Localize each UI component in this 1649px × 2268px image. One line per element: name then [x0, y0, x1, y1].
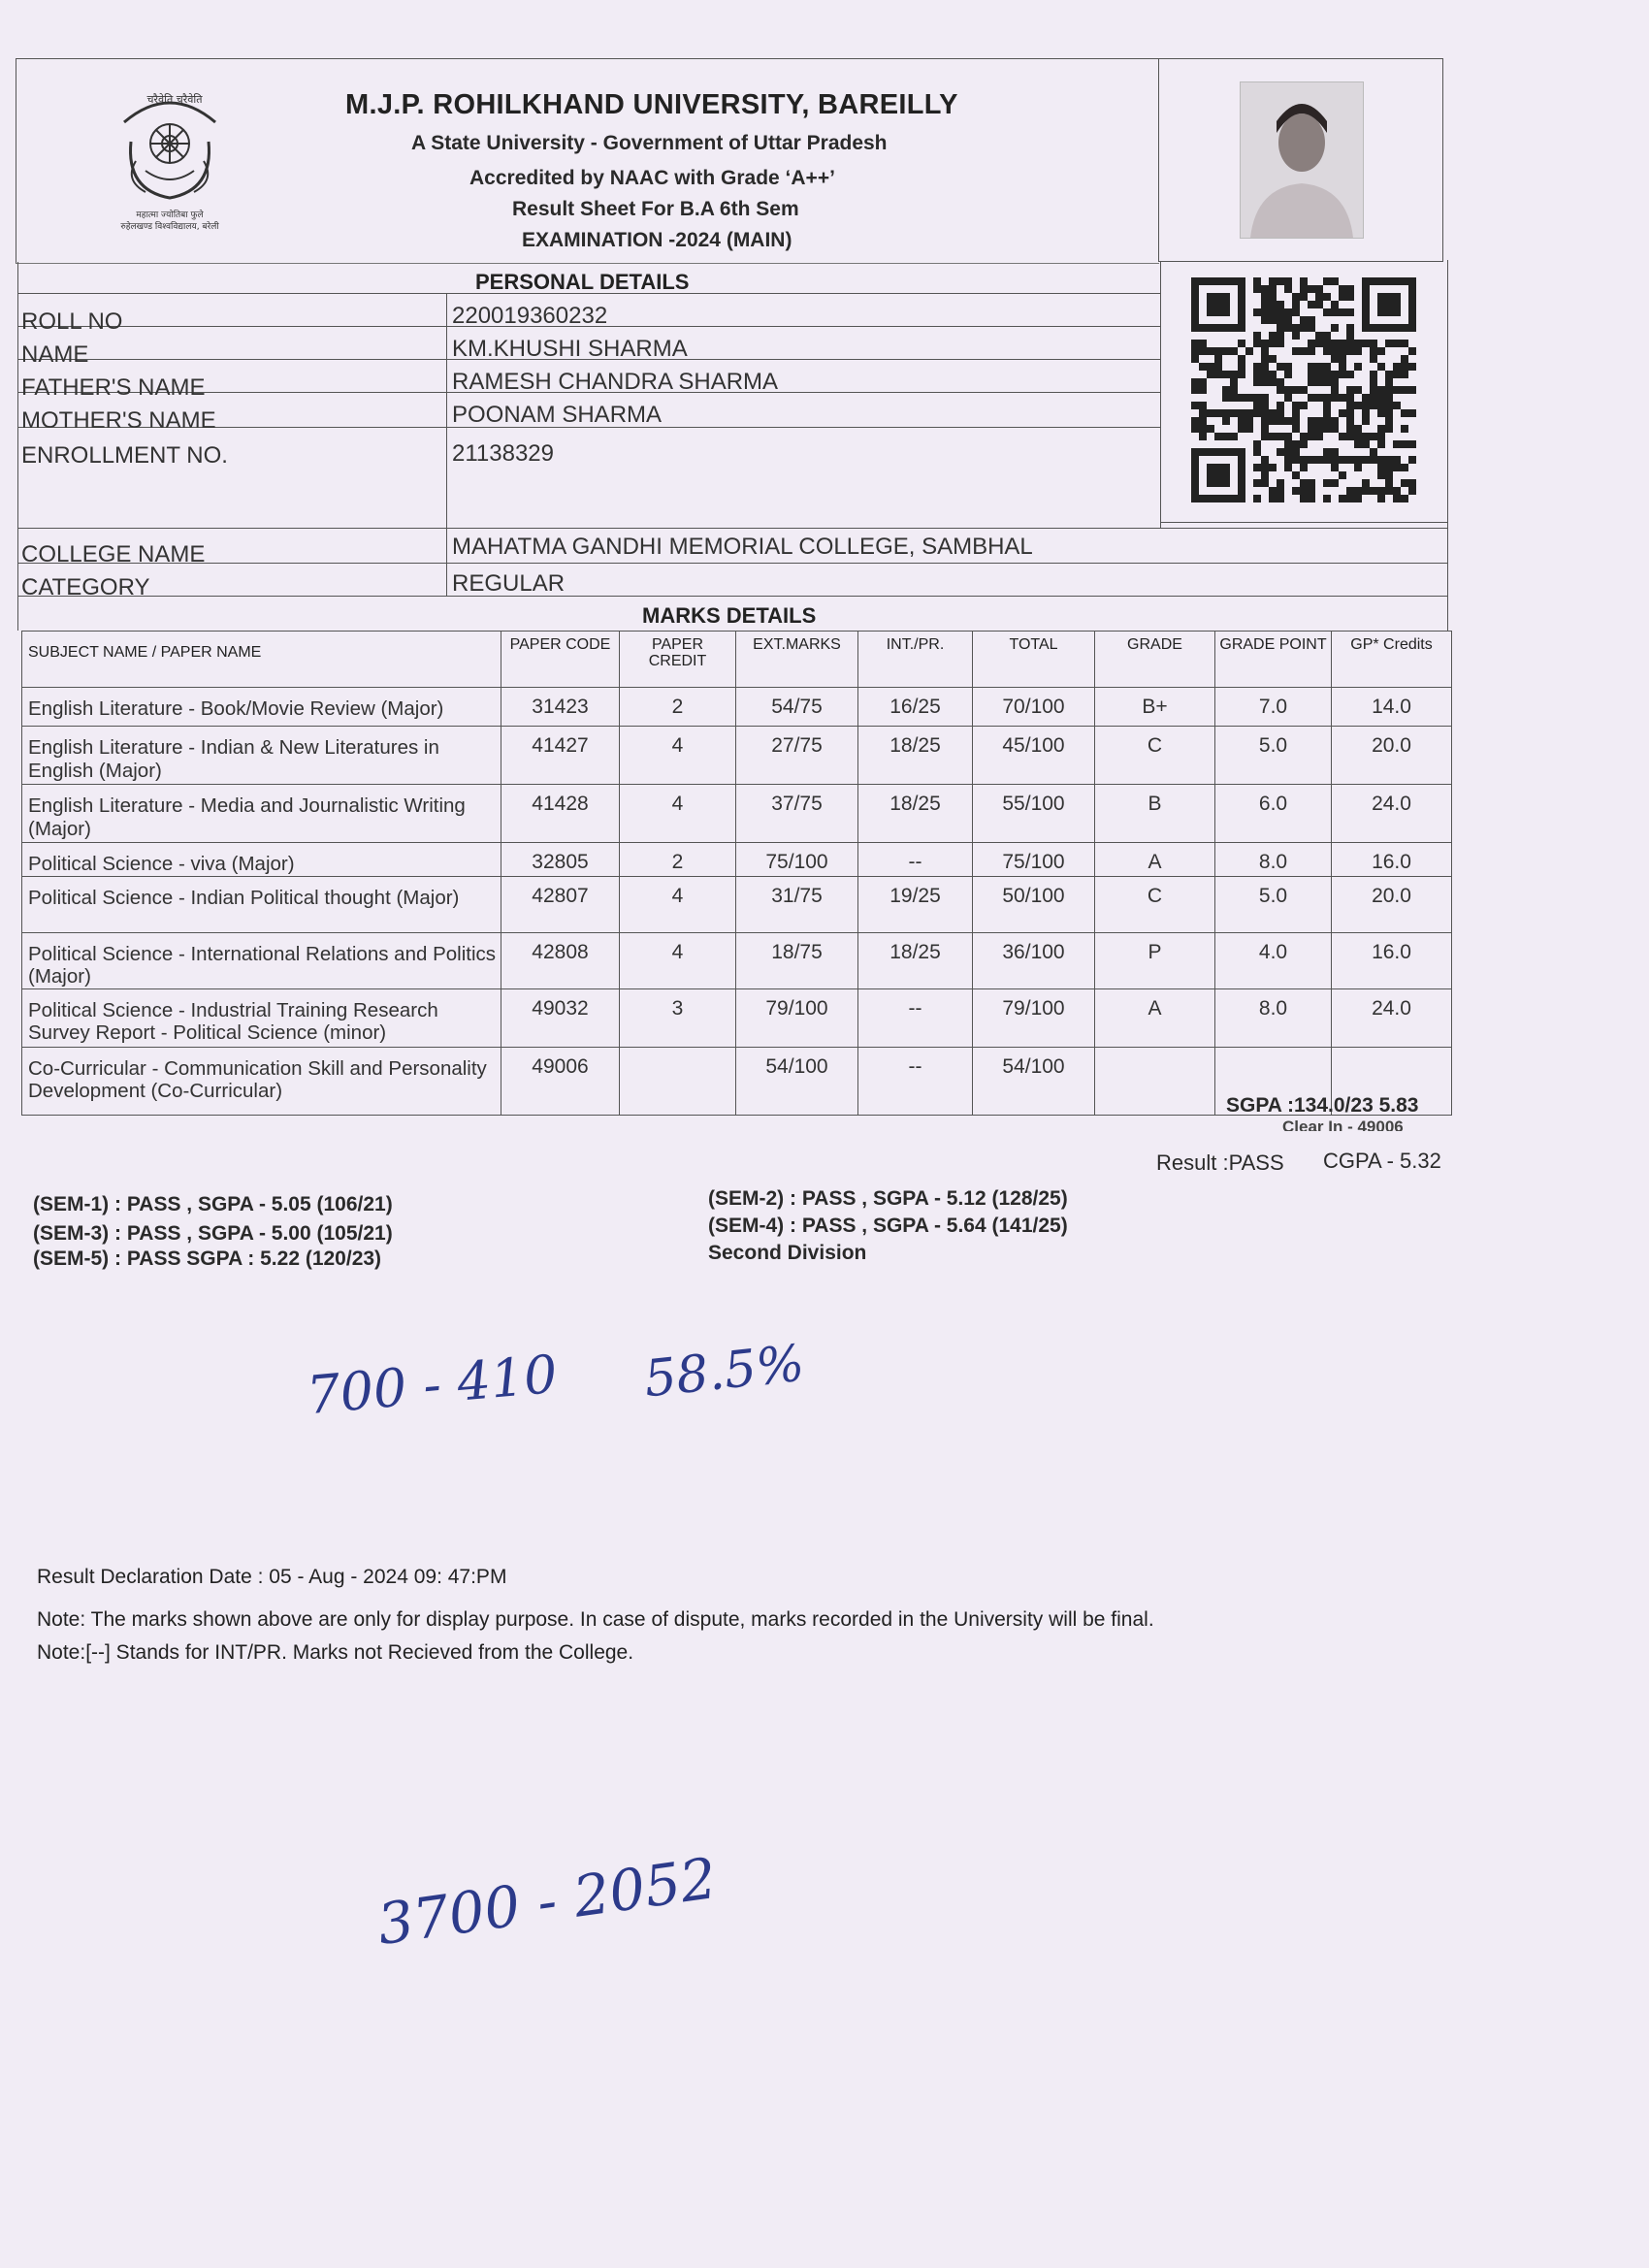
cell-ext-marks: 27/75	[736, 727, 858, 785]
cell-paper-credit: 2	[620, 843, 736, 877]
mother-name-value: POONAM SHARMA	[452, 402, 663, 428]
col-subject: SUBJECT NAME / PAPER NAME	[22, 632, 501, 688]
cell-subject: English Literature - Media and Journalistic Writing (Major)	[22, 785, 501, 843]
cell-total: 75/100	[973, 843, 1095, 877]
cell-grade-point: 5.0	[1215, 876, 1332, 932]
cell-total: 70/100	[973, 688, 1095, 727]
cell-ext-marks: 31/75	[736, 876, 858, 932]
personal-details-title: PERSONAL DETAILS	[475, 270, 690, 294]
col-gp-credits: GP* Credits	[1332, 632, 1452, 688]
int-pr-note: Note:[--] Stands for INT/PR. Marks not Recieved from the College.	[37, 1641, 634, 1664]
cell-paper-code: 49006	[501, 1047, 620, 1115]
sem5-result: (SEM-5) : PASS SGPA : 5.22 (120/23)	[33, 1247, 382, 1270]
sgpa-value: SGPA :134.0/23 5.83	[1226, 1094, 1419, 1117]
cell-grade-point: 7.0	[1215, 688, 1332, 727]
division-text: Second Division	[708, 1242, 867, 1264]
marks-table	[21, 631, 1452, 1116]
cell-ext-marks: 54/100	[736, 1047, 858, 1115]
cell-paper-code: 41427	[501, 727, 620, 785]
clear-in-text: Clear In - 49006	[1282, 1118, 1404, 1131]
father-name-value: RAMESH CHANDRA SHARMA	[452, 369, 779, 395]
pd-border	[17, 262, 18, 631]
col-paper-code: PAPER CODE	[501, 632, 620, 688]
header-line-2: Accredited by NAAC with Grade ‘A++’	[469, 167, 835, 189]
pd-rule	[17, 596, 1447, 597]
university-logo	[107, 83, 233, 239]
logo-caption-1: महात्मा ज्योतिबा फुले	[136, 211, 204, 220]
handwritten-note-3: 3700 - 2052	[372, 1844, 721, 1959]
cell-paper-credit: 2	[620, 688, 736, 727]
cell-gp-credits: 20.0	[1332, 727, 1452, 785]
cell-paper-code: 49032	[501, 988, 620, 1047]
cell-int-pr: --	[858, 1047, 973, 1115]
cell-paper-credit: 4	[620, 727, 736, 785]
sem1-result: (SEM-1) : PASS , SGPA - 5.05 (106/21)	[33, 1193, 393, 1215]
cell-total: 79/100	[973, 988, 1095, 1047]
cell-grade: C	[1095, 876, 1215, 932]
cgpa-value: CGPA - 5.32	[1323, 1149, 1441, 1173]
cell-grade: A	[1095, 988, 1215, 1047]
college-name-value: MAHATMA GANDHI MEMORIAL COLLEGE, SAMBHAL	[452, 534, 1033, 560]
pd-border	[1447, 260, 1448, 631]
cell-subject: Political Science - Industrial Training Research Survey Report - Political Science (minor)	[22, 988, 501, 1047]
cell-paper-credit	[620, 1047, 736, 1115]
university-name: M.J.P. ROHILKHAND UNIVERSITY, BAREILLY	[345, 89, 958, 120]
cell-ext-marks: 79/100	[736, 988, 858, 1047]
handwritten-note-2: 58.5%	[641, 1334, 807, 1409]
cell-subject: Political Science - viva (Major)	[22, 843, 501, 877]
pd-divider	[1160, 262, 1161, 528]
col-grade: GRADE	[1095, 632, 1215, 688]
result-status: Result :PASS	[1156, 1150, 1284, 1175]
college-name-label: COLLEGE NAME	[21, 541, 206, 567]
name-label: NAME	[21, 341, 89, 368]
cell-paper-credit: 4	[620, 932, 736, 988]
cell-int-pr: --	[858, 843, 973, 877]
cell-gp-credits: 20.0	[1332, 876, 1452, 932]
handwritten-note-1: 700 - 410	[304, 1343, 560, 1427]
cell-paper-code: 31423	[501, 688, 620, 727]
cell-paper-credit: 4	[620, 785, 736, 843]
cell-subject: English Literature - Book/Movie Review (Major)	[22, 688, 501, 727]
header-line-1: A State University - Government of Uttar Pradesh	[411, 132, 888, 154]
category-value: REGULAR	[452, 570, 566, 597]
cell-ext-marks: 18/75	[736, 932, 858, 988]
logo-caption-2: रुहेलखण्ड विश्वविद्यालय, बरेली	[120, 222, 219, 232]
pd-rule	[1160, 522, 1447, 523]
cell-int-pr: 16/25	[858, 688, 973, 727]
cell-total: 45/100	[973, 727, 1095, 785]
cell-int-pr: 18/25	[858, 727, 973, 785]
cell-gp-credits: 16.0	[1332, 843, 1452, 877]
table-row	[22, 988, 1452, 1047]
cell-ext-marks: 37/75	[736, 785, 858, 843]
cell-ext-marks: 75/100	[736, 843, 858, 877]
pd-divider	[446, 293, 447, 596]
cell-int-pr: --	[858, 988, 973, 1047]
cell-subject: Political Science - Indian Political thought (Major)	[22, 876, 501, 932]
sem3-result: (SEM-3) : PASS , SGPA - 5.00 (105/21)	[33, 1222, 393, 1245]
marks-details-title: MARKS DETAILS	[642, 603, 817, 628]
category-label: CATEGORY	[21, 574, 150, 600]
logo-motto: चरैवेति चरैवेति	[146, 93, 203, 106]
cell-grade: B	[1095, 785, 1215, 843]
cell-grade-point: 5.0	[1215, 727, 1332, 785]
cell-grade: A	[1095, 843, 1215, 877]
col-paper-credit: PAPER CREDIT	[620, 632, 736, 688]
cell-ext-marks: 54/75	[736, 688, 858, 727]
name-value: KM.KHUSHI SHARMA	[452, 336, 688, 362]
table-row	[22, 843, 1452, 877]
col-ext-marks: EXT.MARKS	[736, 632, 858, 688]
cell-total: 55/100	[973, 785, 1095, 843]
enrollment-value: 21138329	[452, 440, 554, 467]
cell-paper-code: 42808	[501, 932, 620, 988]
enrollment-label: ENROLLMENT NO.	[21, 442, 228, 469]
table-row	[22, 727, 1452, 785]
col-int-pr: INT./PR.	[858, 632, 973, 688]
cell-grade-point: 6.0	[1215, 785, 1332, 843]
cell-paper-credit: 4	[620, 876, 736, 932]
cell-subject: English Literature - Indian & New Literatures in English (Major)	[22, 727, 501, 785]
cell-grade	[1095, 1047, 1215, 1115]
roll-no-value: 220019360232	[452, 303, 608, 329]
table-row	[22, 876, 1452, 932]
cell-paper-code: 32805	[501, 843, 620, 877]
header-line-3: Result Sheet For B.A 6th Sem	[512, 198, 799, 220]
qr-code	[1191, 277, 1416, 502]
cell-gp-credits: 24.0	[1332, 988, 1452, 1047]
cell-total: 36/100	[973, 932, 1095, 988]
cell-paper-credit: 3	[620, 988, 736, 1047]
header-line-4: EXAMINATION -2024 (MAIN)	[522, 229, 792, 251]
col-grade-point: GRADE POINT	[1215, 632, 1332, 688]
cell-grade-point: 4.0	[1215, 932, 1332, 988]
cell-int-pr: 19/25	[858, 876, 973, 932]
table-row	[22, 932, 1452, 988]
display-purpose-note: Note: The marks shown above are only for display purpose. In case of dispute, marks recorded in the University will be final.	[37, 1608, 1154, 1631]
roll-no-label: ROLL NO	[21, 308, 123, 335]
pd-rule	[17, 563, 1447, 564]
table-row	[22, 688, 1452, 727]
cell-total: 54/100	[973, 1047, 1095, 1115]
result-declaration-date: Result Declaration Date : 05 - Aug - 2024 09: 47:PM	[37, 1566, 507, 1588]
sem2-result: (SEM-2) : PASS , SGPA - 5.12 (128/25)	[708, 1187, 1068, 1210]
cell-int-pr: 18/25	[858, 932, 973, 988]
cell-grade-point: 8.0	[1215, 843, 1332, 877]
cell-grade-point: 8.0	[1215, 988, 1332, 1047]
cell-grade: B+	[1095, 688, 1215, 727]
cell-subject: Co-Curricular - Communication Skill and Personality Development (Co-Curricular)	[22, 1047, 501, 1115]
father-name-label: FATHER'S NAME	[21, 374, 206, 401]
cell-gp-credits: 24.0	[1332, 785, 1452, 843]
sem4-result: (SEM-4) : PASS , SGPA - 5.64 (141/25)	[708, 1215, 1068, 1237]
col-total: TOTAL	[973, 632, 1095, 688]
cell-paper-code: 41428	[501, 785, 620, 843]
student-photo	[1240, 81, 1364, 239]
cell-paper-code: 42807	[501, 876, 620, 932]
cell-subject: Political Science - International Relations and Politics (Major)	[22, 932, 501, 988]
cell-grade: P	[1095, 932, 1215, 988]
pd-rule	[17, 293, 1160, 294]
cell-grade: C	[1095, 727, 1215, 785]
cell-int-pr: 18/25	[858, 785, 973, 843]
cell-gp-credits: 16.0	[1332, 932, 1452, 988]
cell-gp-credits: 14.0	[1332, 688, 1452, 727]
pd-rule	[17, 528, 1447, 529]
table-header-row	[22, 632, 1452, 688]
table-row	[22, 785, 1452, 843]
mother-name-label: MOTHER'S NAME	[21, 407, 216, 434]
cell-total: 50/100	[973, 876, 1095, 932]
